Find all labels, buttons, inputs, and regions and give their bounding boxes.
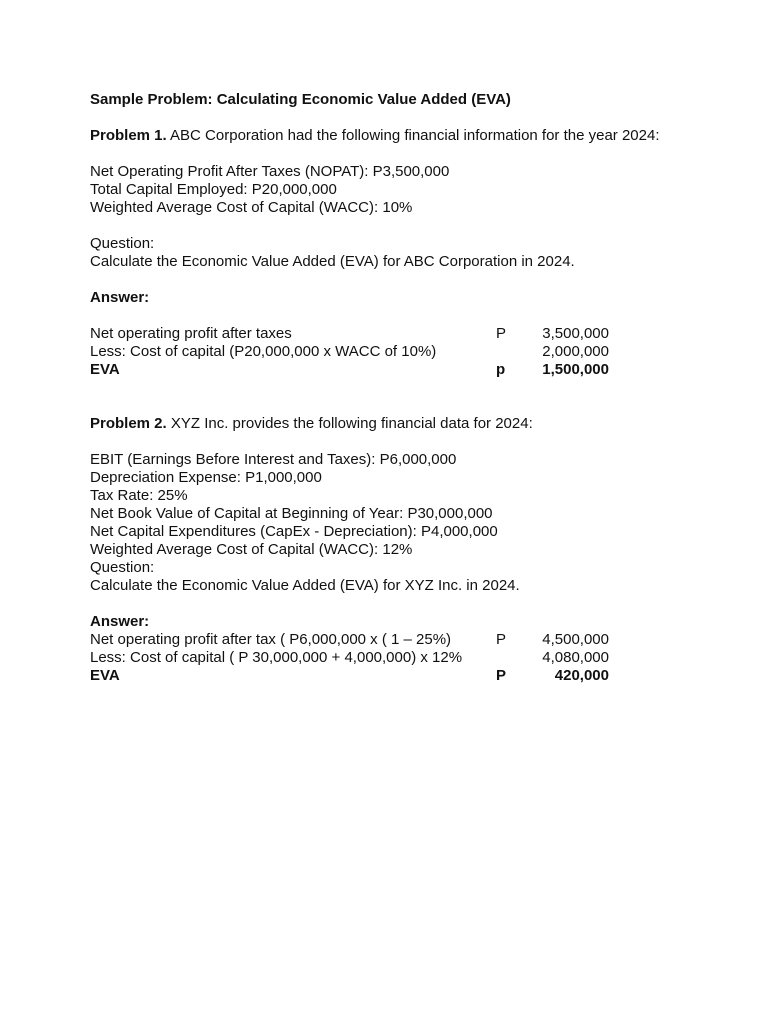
problem-2-answer-label: Answer: (90, 613, 150, 630)
problem-1-intro (90, 127, 710, 145)
problem-1-answer-table (90, 325, 710, 379)
problem-2-question-label: Question: (90, 559, 155, 576)
problem-2-answer-table (90, 631, 710, 685)
problem-2-intro-text: XYZ Inc. provides the following financial data for 2024: (166, 415, 533, 432)
answer-row-description: Less: Cost of capital (P20,000,000 x WACC of 10%) (90, 343, 437, 360)
answer-row-description: EVA (90, 667, 120, 684)
problem-2-intro (90, 415, 710, 433)
problem-1-question-label: Question: (90, 235, 155, 252)
problem-1-section (90, 127, 710, 379)
problem-2-fact: Net Book Value of Capital at Beginning of Year: P30,000,000 (90, 505, 493, 522)
answer-row-currency: P (496, 631, 507, 648)
document-title: Sample Problem: Calculating Economic Value Added (EVA) (90, 91, 511, 108)
answer-row-amount: 3,500,000 (542, 325, 609, 342)
answer-row-currency: P (496, 667, 507, 684)
answer-row-description: Net operating profit after taxes (90, 325, 292, 342)
answer-row-description: Net operating profit after tax ( P6,000,000 x ( 1 – 25%) (90, 631, 452, 648)
answer-row-description: Less: Cost of capital ( P 30,000,000 + 4,000,000) x 12% (90, 649, 463, 666)
problem-2-fact: Net Capital Expenditures (CapEx - Depreciation): P4,000,000 (90, 523, 498, 540)
answer-row (90, 325, 710, 343)
problem-1-question: Calculate the Economic Value Added (EVA) for ABC Corporation in 2024. (90, 253, 575, 270)
answer-row-amount: 4,080,000 (542, 649, 609, 666)
problem-2-label: Problem 2. (90, 415, 167, 432)
answer-row-amount: 1,500,000 (542, 361, 609, 378)
answer-row (90, 343, 710, 361)
answer-row-description: EVA (90, 361, 120, 378)
problem-2-question: Calculate the Economic Value Added (EVA) for XYZ Inc. in 2024. (90, 577, 520, 594)
answer-row-amount: 4,500,000 (542, 631, 609, 648)
problem-2-fact: EBIT (Earnings Before Interest and Taxes): P6,000,000 (90, 451, 457, 468)
problem-1-fact: Net Operating Profit After Taxes (NOPAT): P3,500,000 (90, 163, 450, 180)
problem-2-fact: Weighted Average Cost of Capital (WACC): 12% (90, 541, 413, 558)
answer-row-total (90, 667, 710, 685)
problem-2-section (90, 415, 710, 685)
problem-2-fact: Tax Rate: 25% (90, 487, 188, 504)
answer-row-currency: p (496, 361, 506, 378)
answer-row-amount: 420,000 (554, 667, 609, 684)
problem-1-label: Problem 1. (90, 127, 167, 144)
answer-row-total (90, 361, 710, 379)
problem-1-answer-label: Answer: (90, 289, 150, 306)
answer-row-currency: P (496, 325, 507, 342)
problem-1-fact: Weighted Average Cost of Capital (WACC): 10% (90, 199, 413, 216)
answer-row-amount: 2,000,000 (542, 343, 609, 360)
problem-1-intro-text: ABC Corporation had the following financial information for the year 2024: (166, 127, 660, 144)
problem-1-fact: Total Capital Employed: P20,000,000 (90, 181, 337, 198)
answer-row (90, 631, 710, 649)
document-page (90, 91, 710, 685)
answer-row (90, 649, 710, 667)
problem-2-fact: Depreciation Expense: P1,000,000 (90, 469, 322, 486)
